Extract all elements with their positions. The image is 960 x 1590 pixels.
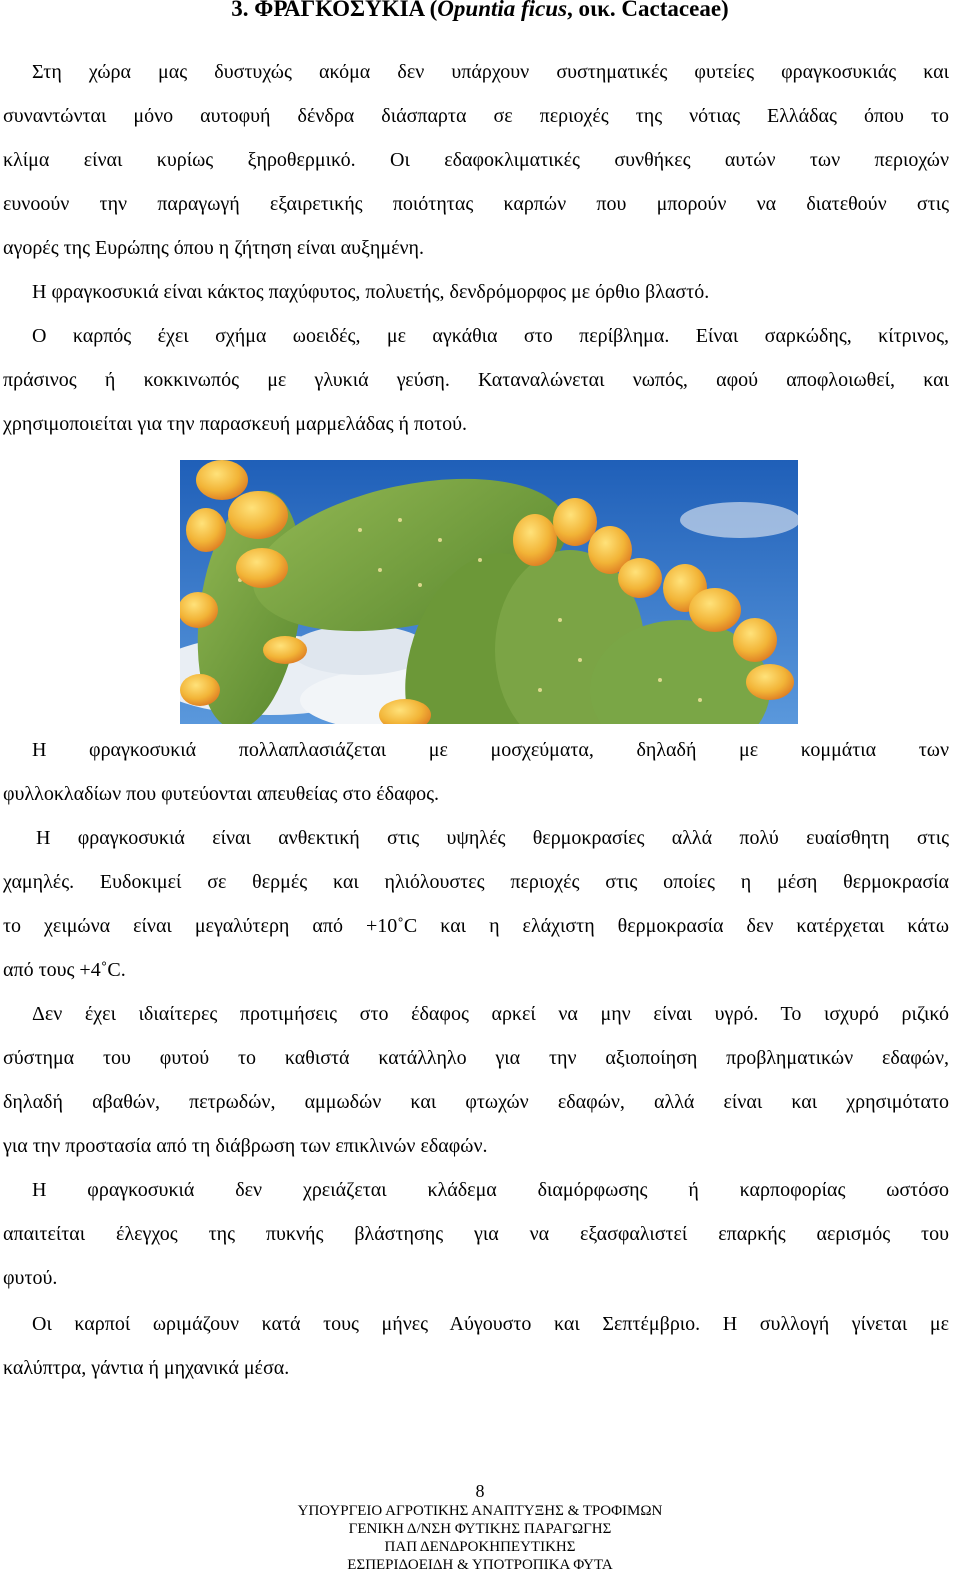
paragraph-line: πράσινος ή κοκκινωπός με γλυκιά γεύση. Καταναλώνεται νωπός, αφού αποφλοιωθεί, και: [3, 369, 949, 391]
paragraph-line: Η φραγκοσυκιά είναι κάκτος παχύφυτος, πολυετής, δενδρόμορφος με όρθιο βλαστό.: [32, 281, 710, 303]
footer-line: ΠΑΠ ΔΕΝΔΡΟΚΗΠΕΥΤΙΚΗΣ: [384, 1539, 576, 1555]
footer-line: ΥΠΟΥΡΓΕΙΟ ΑΓΡΟΤΙΚΗΣ ΑΝΑΠΤΥΞΗΣ & ΤΡΟΦΙΜΩΝ: [297, 1503, 663, 1519]
paragraph-6: [3, 992, 949, 1168]
paragraph-line: Η φραγκοσυκιά δεν χρειάζεται κλάδεμα διαμόρφωσης ή καρποφορίας ωστόσο: [32, 1179, 949, 1201]
footer-line: ΓΕΝΙΚΗ Δ/ΝΣΗ ΦΥΤΙΚΗΣ ΠΑΡΑΓΩΓΗΣ: [348, 1521, 612, 1537]
paragraph-line: χαμηλές. Ευδοκιμεί σε θερμές και ηλιόλουστες περιοχές στις οποίες η μέση θερμοκρασία: [3, 871, 949, 893]
footer: [0, 1502, 960, 1574]
paragraph-line: από τους +4˚C.: [3, 959, 126, 981]
title-latin: Opuntia ficus: [437, 0, 568, 21]
paragraph-line: αγορές της Ευρώπης όπου η ζήτηση είναι αυξημένη.: [3, 237, 424, 259]
cactus-illustration: [180, 460, 798, 724]
paragraph-line: κλίμα είναι κυρίως ξηροθερμικό. Οι εδαφοκλιματικές συνθήκες αυτών των περιοχών: [3, 149, 949, 171]
paragraph-8: [3, 1302, 949, 1390]
title-greek: ΦΡΑΓΚΟΣΥΚΙΑ (: [254, 0, 438, 21]
paragraph-line: φυλλοκλαδίων που φυτεύονται απευθείας στο έδαφος.: [3, 783, 440, 805]
paragraph-line: ευνοούν την παραγωγή εξαιρετικής ποιότητας καρπών που μπορούν να διατεθούν στις: [3, 193, 949, 215]
paragraph-line: φυτού.: [3, 1267, 58, 1289]
paragraph-line: Οι καρποί ωριμάζουν κατά τους μήνες Αύγουστο και Σεπτέμβριο. Η συλλογή γίνεται με: [32, 1313, 949, 1335]
paragraph-line: Ο καρπός έχει σχήμα ωοειδές, με αγκάθια στο περίβλημα. Είναι σαρκώδης, κίτρινος,: [32, 325, 949, 347]
paragraph-line: απαιτείται έλεγχος της πυκνής βλάστησης για να εξασφαλιστεί επαρκής αερισμός του: [3, 1223, 949, 1245]
page-number: 8: [475, 1481, 485, 1501]
paragraph-4: [3, 728, 949, 816]
paragraph-2: [3, 270, 949, 314]
title-family: , οικ. Cactaceae): [567, 0, 729, 21]
paragraph-line: καλύπτρα, γάντια ή μηχανικά μέσα.: [3, 1357, 290, 1379]
paragraph-line: Στη χώρα μας δυστυχώς ακόμα δεν υπάρχουν συστηματικές φυτείες φραγκοσυκιάς και: [32, 61, 949, 83]
paragraph-3: [3, 314, 949, 446]
paragraph-line: το χειμώνα είναι μεγαλύτερη από +10˚C και η ελάχιστη θερμοκρασία δεν κατέρχεται κάτω: [3, 915, 949, 937]
paragraph-line: δηλαδή αβαθών, πετρωδών, αμμωδών και φτωχών εδαφών, αλλά είναι και χρησιμότατο: [3, 1091, 949, 1113]
paragraph-line: σύστημα του φυτού το καθιστά κατάλληλο για την αξιοποίηση προβληματικών εδαφών,: [3, 1047, 949, 1069]
paragraph-line: συναντώνται μόνο αυτοφυή δένδρα διάσπαρτα σε περιοχές της νότιας Ελλάδας όπου το: [3, 105, 949, 127]
paragraph-line: για την προστασία από τη διάβρωση των επικλινών εδαφών.: [3, 1135, 488, 1157]
prickly-pear-photo: [180, 460, 798, 724]
paragraph-5: [3, 816, 949, 992]
section-title: [0, 0, 960, 24]
title-number: 3.: [231, 0, 255, 21]
paragraph-1: [3, 50, 949, 270]
paragraph-line: Η φραγκοσυκιά είναι ανθεκτική στις υψηλές θερμοκρασίες αλλά πολύ ευαίσθητη στις: [36, 827, 949, 849]
paragraph-line: Δεν έχει ιδιαίτερες προτιμήσεις στο έδαφος αρκεί να μην είναι υγρό. Το ισχυρό ριζικό: [32, 1003, 949, 1025]
paragraph-line: χρησιμοποιείται για την παρασκευή μαρμελάδας ή ποτού.: [3, 413, 468, 435]
footer-line: ΕΣΠΕΡΙΔΟΕΙΔΗ & ΥΠΟΤΡΟΠΙΚΑ ΦΥΤΑ: [347, 1557, 613, 1573]
paragraph-line: Η φραγκοσυκιά πολλαπλασιάζεται με μοσχεύματα, δηλαδή με κομμάτια των: [32, 739, 949, 761]
paragraph-7: [3, 1168, 949, 1300]
